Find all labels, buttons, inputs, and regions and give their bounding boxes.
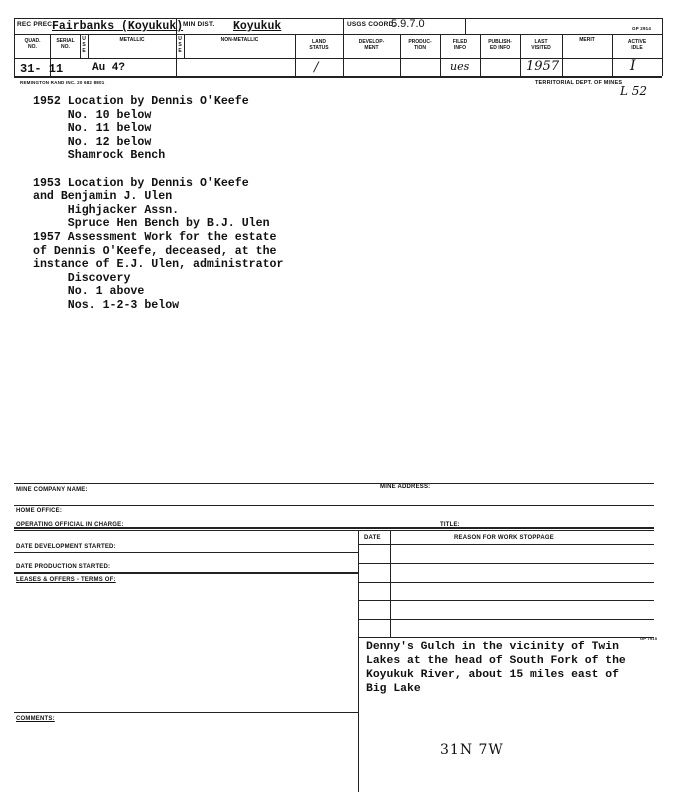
form-number: GP 2914 — [632, 26, 652, 31]
claim-history-text: 1952 Location by Dennis O'Keefe No. 10 below No. 11 below No. 12 below Shamrock Bench 1953 Location by Dennis O'Keefe and Benjamin J. Ulen Highjacker Assn. Spruce Hen Bench by B.J. Ulen 1957 Assessment Work for the estate of Dennis O'Keefe, deceased, at the instance of E.J. Ulen, administrator Discovery No. 1 above Nos. 1-2-3 below — [33, 95, 284, 312]
col-merit: MERIT — [579, 37, 595, 43]
col-m-use: U S E — [82, 36, 86, 54]
printer-imprint: REMINGTON RAND INC. 20 682 8801 — [20, 80, 105, 85]
land-status-value: / — [314, 60, 319, 75]
metallic-value: Au 4? — [92, 62, 126, 74]
min-dist-label: MIN DIST. — [183, 21, 215, 28]
operating-official-label: OPERATING OFFICIAL IN CHARGE: — [16, 522, 124, 528]
mine-company-name-label: MINE COMPANY NAME: — [16, 487, 88, 493]
filed-info-value: ues — [450, 60, 470, 73]
min-dist-value: Koyukuk — [233, 20, 282, 33]
col-last-visited: LAST VISITED — [531, 39, 551, 51]
handwritten-note: L 52 — [620, 84, 648, 98]
date-prod-started-label: DATE PRODUCTION STARTED: — [16, 564, 111, 570]
title-label: TITLE: — [440, 522, 460, 528]
col-metallic: METALLIC — [119, 37, 145, 43]
last-visited-value: 1957 — [526, 59, 560, 74]
active-idle-value: I — [630, 58, 636, 74]
form-number-2: GP 7915 — [640, 636, 658, 641]
col-production: PRODUC- TION — [408, 39, 432, 51]
date-label: DATE — [364, 535, 381, 541]
dept-imprint: TERRITORIAL DEPT. OF MINES — [535, 80, 623, 86]
date-dev-started-label: DATE DEVELOPMENT STARTED: — [16, 544, 116, 550]
col-active-idle: ACTIVE IDLE — [627, 39, 647, 51]
col-quad-no: QUAD. NO. — [24, 38, 41, 50]
reason-label: REASON FOR WORK STOPPAGE — [454, 535, 554, 541]
col-non-metallic: NON-METALLIC — [220, 37, 259, 43]
col-n-use: U S E — [178, 36, 182, 54]
rec-prec-value: Fairbanks (Koyukuk) — [52, 20, 184, 33]
col-land-status: LAND STATUS — [309, 39, 329, 51]
location-note: Denny's Gulch in the vicinity of Twin Lakes at the head of South Fork of the Koyukuk River, about 15 miles east of Big Lake — [366, 641, 626, 695]
leases-label: LEASES & OFFERS - TERMS OF: — [16, 577, 116, 583]
col-filed-info: FILED INFO — [452, 39, 468, 51]
usgs-coord-value: 5.9.7.0 — [391, 18, 425, 30]
col-serial-no: SERIAL NO. — [56, 38, 75, 50]
mine-address-label: MINE ADDRESS: — [380, 484, 431, 490]
quad-serial-value: 31- 11 — [20, 62, 64, 76]
rec-prec-label: REC PREC. — [17, 21, 55, 28]
usgs-coord-label: USGS COORD. — [347, 21, 396, 28]
comments-label: COMMENTS: — [16, 716, 55, 722]
col-published-info: PUBLISH- ED INFO — [488, 39, 512, 51]
township-range: 31N 7W — [440, 742, 504, 758]
home-office-label: HOME OFFICE: — [16, 508, 63, 514]
col-development: DEVELOP- MENT — [358, 39, 385, 51]
